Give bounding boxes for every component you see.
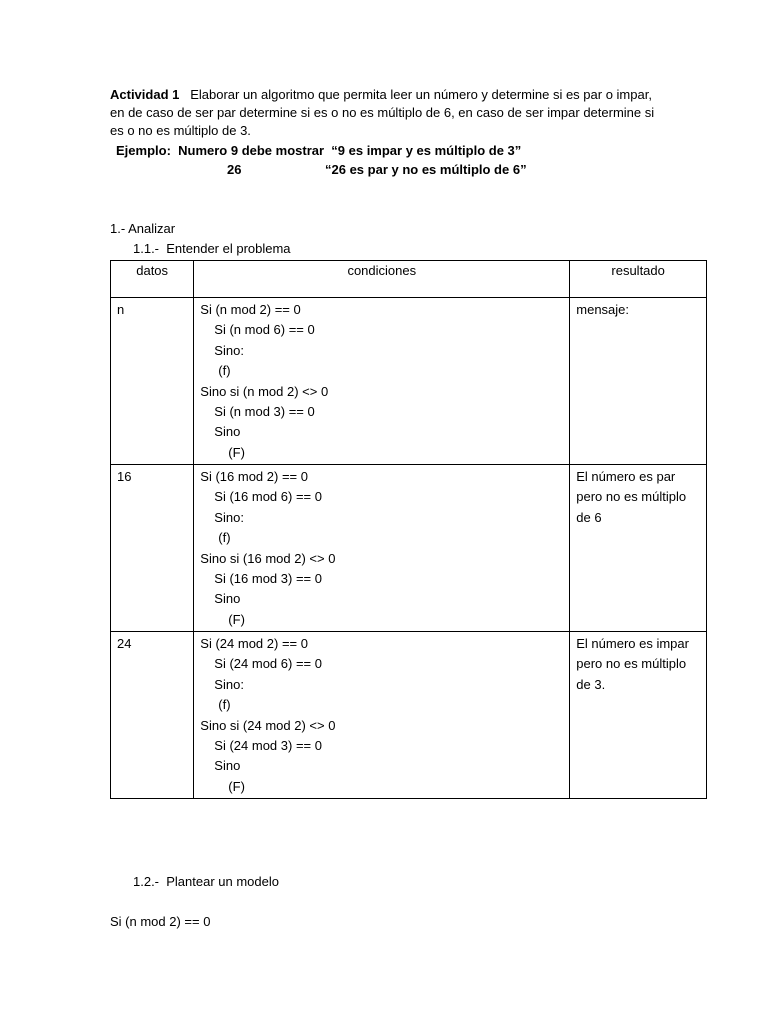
intro-line-1 [110, 86, 652, 104]
condition-line: Sino [214, 758, 241, 774]
cell-dato: 24 [111, 632, 194, 799]
subsection-entender-title: 1.1.- Entender el problema [133, 241, 291, 256]
cell-condiciones [194, 298, 570, 465]
condition-line: Si (n mod 2) == 0 [200, 302, 301, 317]
condition-line: Sino [214, 424, 241, 440]
condition-line: Si (16 mod 2) == 0 [200, 469, 308, 484]
condition-line: Sino [214, 591, 241, 607]
example-number-2: 26 [227, 162, 242, 177]
condition-line: Si (24 mod 2) == 0 [200, 636, 308, 651]
condition-line: Si (16 mod 3) == 0 [214, 571, 322, 587]
condition-line: Si (24 mod 3) == 0 [214, 738, 322, 754]
subsection-modelo-title: 1.2.- Plantear un modelo [133, 874, 279, 889]
condition-line: (F) [228, 611, 245, 627]
condition-line: Sino: [214, 509, 244, 525]
intro-line-2: en de caso de ser par determine si es o no es múltiplo de 6, en caso de ser impar determine si [110, 105, 655, 120]
condition-line: (f) [218, 697, 231, 713]
condition-line: (f) [218, 530, 231, 546]
intro-line-3: es o no es múltiplo de 3. [110, 123, 251, 138]
cell-dato: n [111, 298, 194, 465]
cell-resultado: El número es par pero no es múltiplo de 6 [570, 465, 707, 632]
condition-line: (f) [218, 363, 231, 379]
analysis-table [110, 260, 707, 799]
cell-condiciones [194, 632, 570, 799]
activity-label: Actividad 1 [110, 87, 180, 102]
condition-line: Sino si (16 mod 2) <> 0 [200, 550, 336, 566]
condition-line: (F) [228, 778, 245, 794]
model-line: Si (n mod 2) == 0 [110, 914, 211, 929]
cell-resultado: mensaje: [570, 298, 707, 465]
table-row [111, 465, 707, 632]
cell-condiciones [194, 465, 570, 632]
section-analizar-title: 1.- Analizar [110, 221, 176, 236]
header-resultado: resultado [570, 261, 707, 298]
header-datos: datos [111, 261, 194, 298]
table-row [111, 632, 707, 799]
cell-dato: 16 [111, 465, 194, 632]
header-condiciones: condiciones [194, 261, 570, 298]
condition-line: Sino: [214, 676, 244, 692]
condition-line: Si (16 mod 6) == 0 [214, 489, 322, 505]
condition-line: Si (n mod 6) == 0 [214, 322, 315, 338]
condition-line: Sino: [214, 342, 244, 358]
condition-line: (F) [228, 444, 245, 460]
condition-line: Sino si (24 mod 2) <> 0 [200, 717, 336, 733]
cell-resultado: El número es impar pero no es múltiplo de 3. [570, 632, 707, 799]
table-header-row [111, 261, 707, 298]
condition-line: Si (n mod 3) == 0 [214, 404, 315, 420]
intro-text-1: Elaborar un algoritmo que permita leer un número y determine si es par o impar, [190, 87, 652, 102]
condition-line: Sino si (n mod 2) <> 0 [200, 383, 329, 399]
table-row [111, 298, 707, 465]
example-line-1: Ejemplo: Numero 9 debe mostrar “9 es impar y es múltiplo de 3” [116, 143, 522, 158]
example-message-2: “26 es par y no es múltiplo de 6” [325, 162, 527, 177]
condition-line: Si (24 mod 6) == 0 [214, 656, 322, 672]
